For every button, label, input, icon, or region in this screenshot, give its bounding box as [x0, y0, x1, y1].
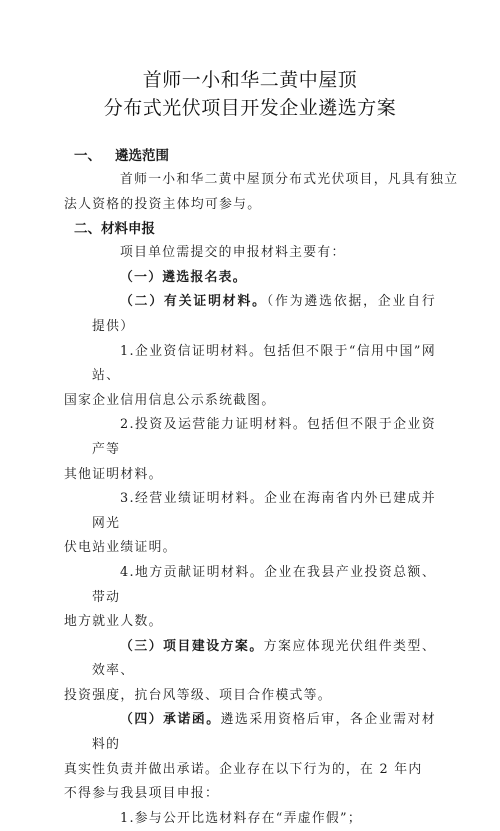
sub-4: [92, 708, 436, 757]
section-1-title: 遴选范围: [115, 148, 169, 164]
sub-3: [92, 635, 436, 684]
sub-1-label: （一）遴选报名表。: [120, 269, 247, 285]
section-1-paragraph-cont: 法人资格的投资主体均可参与。: [64, 196, 262, 212]
sub-4-cont-2: 不得参与我县项目申报：: [64, 786, 220, 802]
sub-2-label: （二）有关证明材料。: [120, 294, 267, 310]
sub-2-note: （作为遴选依据，企业自行提供）: [92, 294, 436, 334]
para-line: 首师一小和华二黄中屋顶分布式光伏项目，凡具有独立: [120, 172, 459, 187]
title-line-2: 分布式光伏项目开发企业遴选方案: [103, 97, 397, 119]
sub-2: [92, 290, 436, 339]
item-4-cont: 地方就业人数。: [64, 614, 163, 630]
section-1-number: 一、: [74, 148, 101, 164]
item-1-cont: 国家企业信用信息公示系统截图。: [64, 392, 276, 408]
item-2: 2.投资及运营能力证明材料。包括但不限于企业资产等: [92, 417, 436, 457]
sub-4-text: 遴选采用资格后审，各企业需对材料的: [92, 712, 436, 753]
item-last: 1.参与公开比选材料存在“弄虚作假”；: [120, 810, 362, 826]
sub-4-label: （四）承诺函。: [120, 712, 221, 728]
item-3: 3.经营业绩证明材料。企业在海南省内外已建成并网光: [92, 491, 436, 531]
sub-3-cont: 投资强度，抗台风等级、项目合作模式等。: [64, 687, 332, 703]
item-4: 4.地方贡献证明材料。企业在我县产业投资总额、带动: [92, 564, 436, 605]
sub-4-cont-1: 真实性负责并做出承诺。企业存在以下行为的，在 2 年内: [64, 761, 423, 777]
item-3-cont: 伏电站业绩证明。: [64, 540, 177, 556]
title-line-1: 首师一小和华二黄中屋顶: [142, 69, 358, 91]
section-2-heading: [74, 217, 436, 241]
sub-1: [92, 266, 436, 291]
document-title: [64, 66, 436, 122]
section-1-paragraph: [92, 168, 459, 193]
sub-3-text: 方案应体现光伏组件类型、效率、: [92, 638, 436, 679]
section-2-intro: 项目单位需提交的申报材料主要有：: [120, 245, 346, 261]
section-1-heading: [74, 144, 436, 168]
item-1: 1.企业资信证明材料。包括但不限于“信用中国”网站、: [92, 343, 436, 384]
sub-3-label: （三）项目建设方案。: [120, 638, 264, 654]
section-2-title: 材料申报: [101, 221, 155, 238]
section-2-number: 二、: [74, 221, 101, 238]
item-2-cont: 其他证明材料。: [64, 466, 163, 482]
